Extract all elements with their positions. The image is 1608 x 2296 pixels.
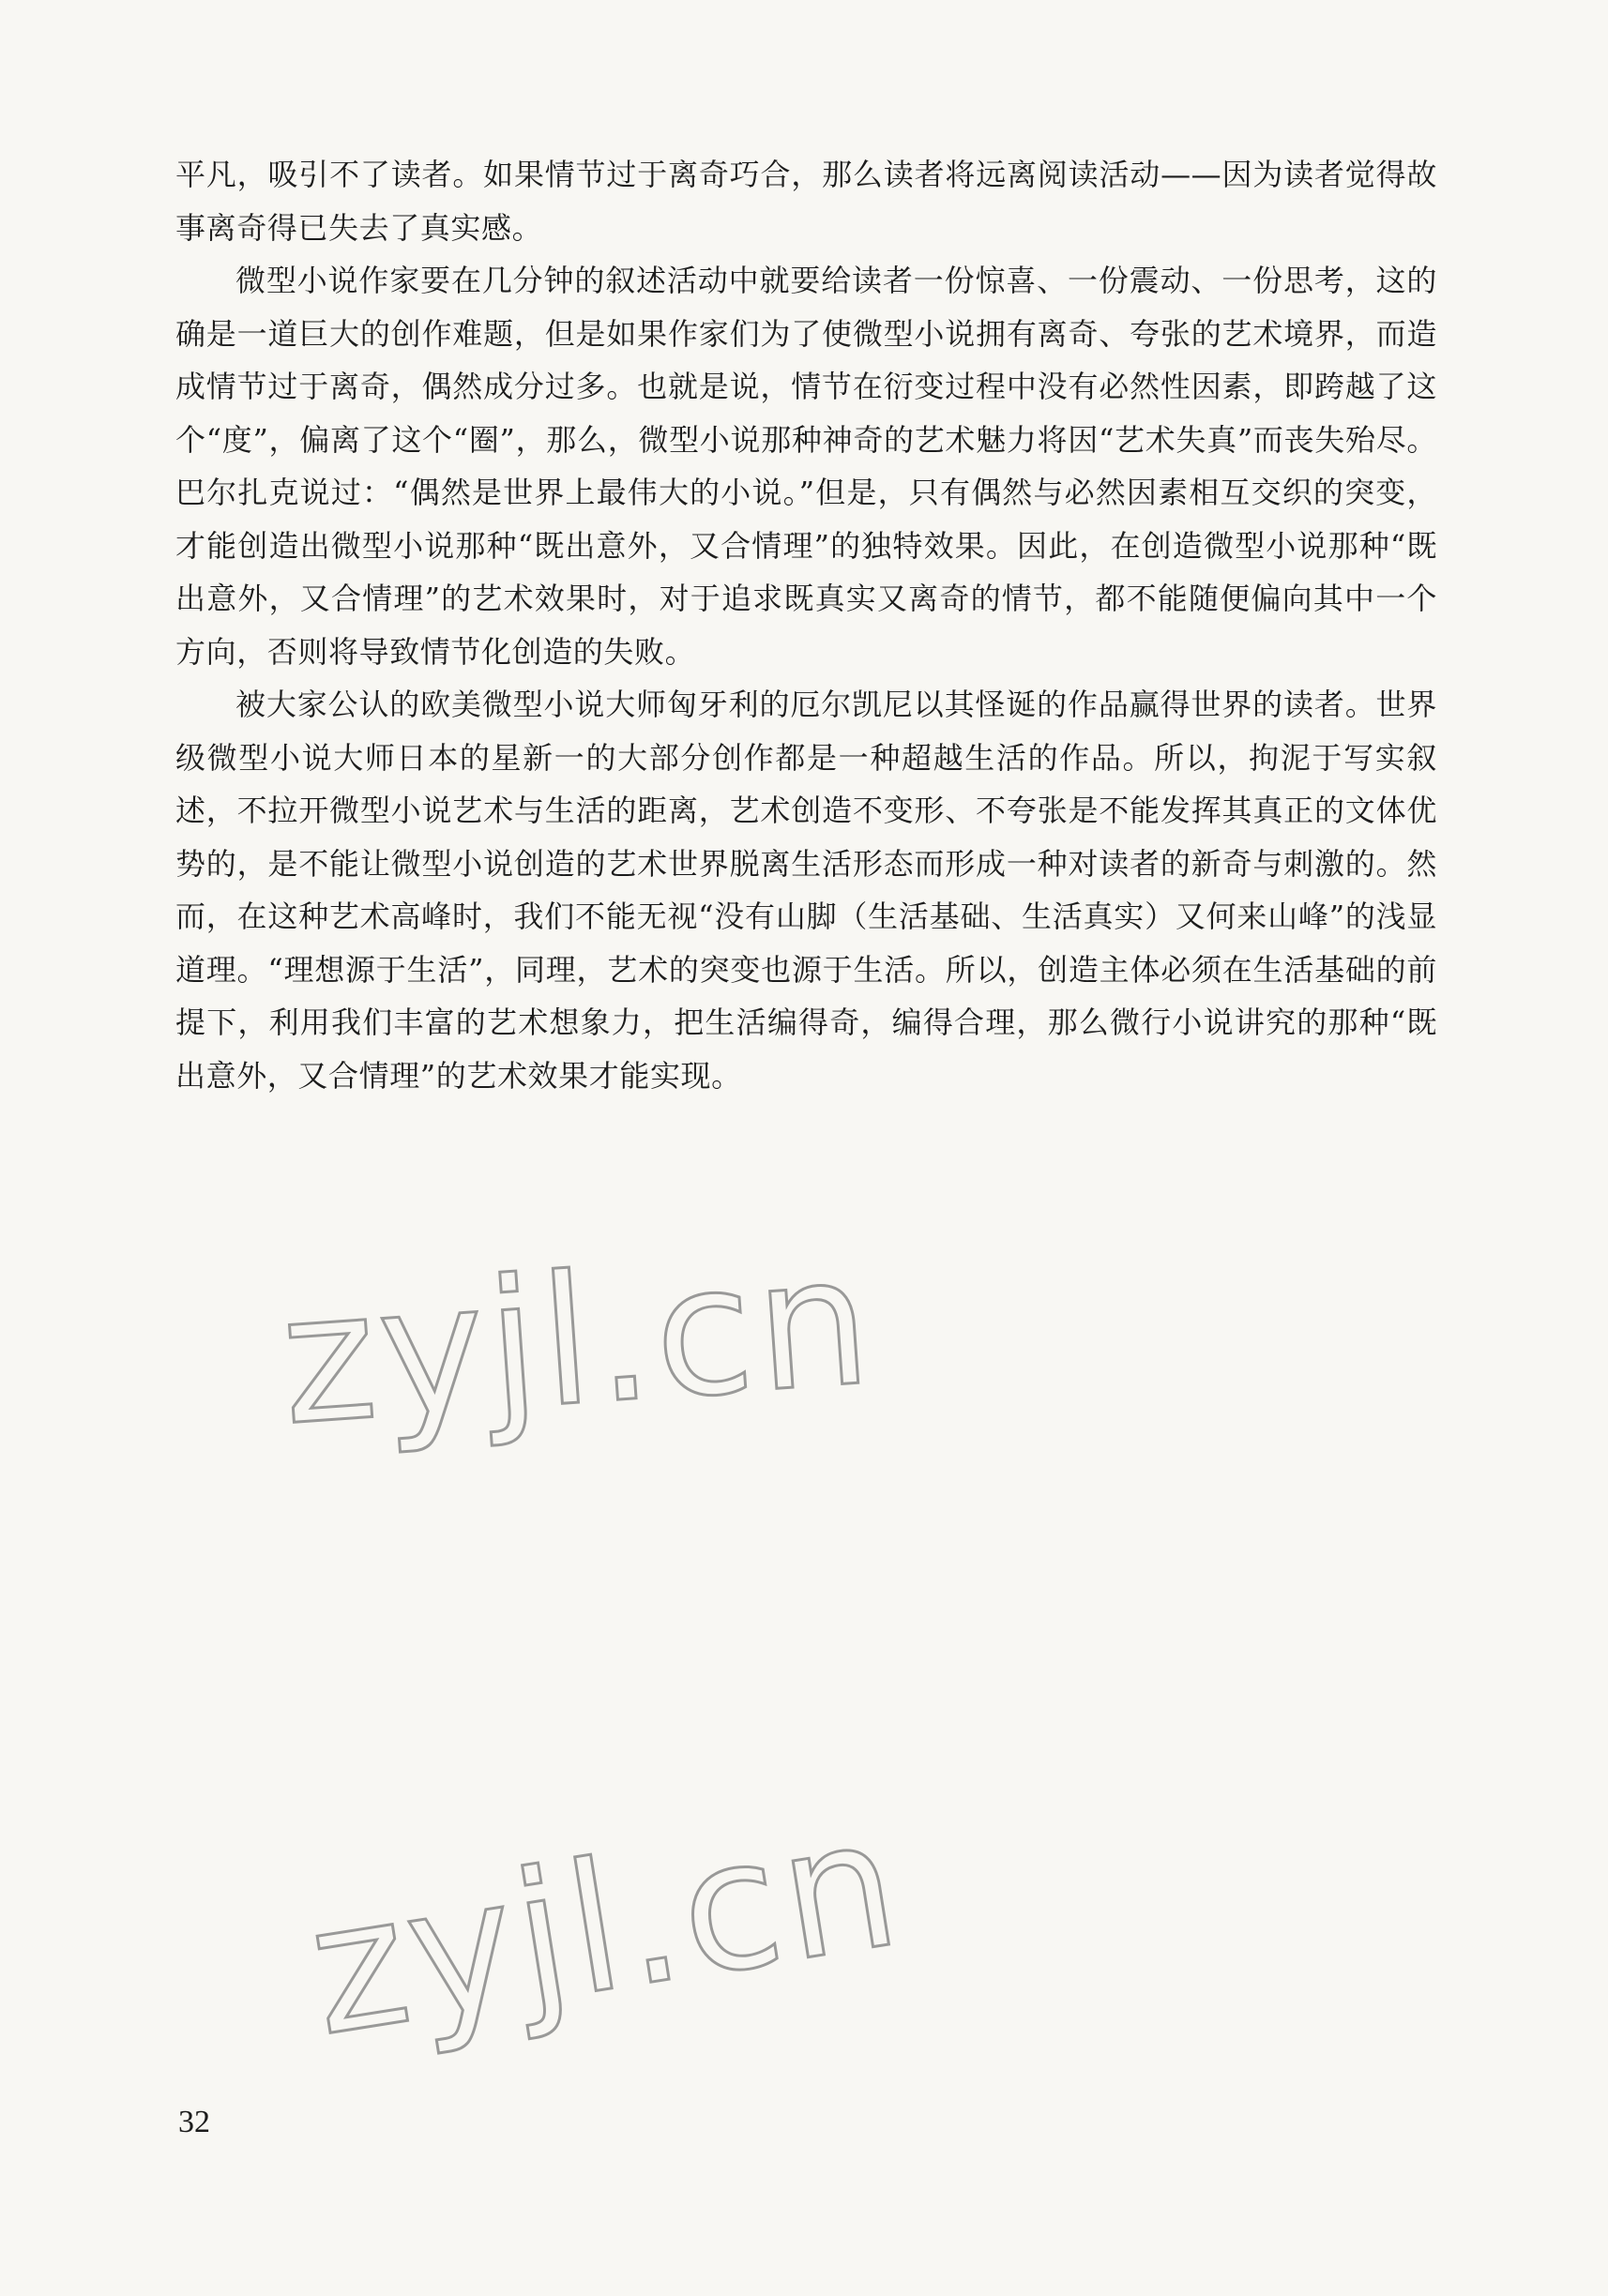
paragraph-2: 微型小说作家要在几分钟的叙述活动中就要给读者一份惊喜、一份震动、一份思考，这的确是一道巨大的创作难题，但是如果作家们为了使微型小说拥有离奇、夸张的艺术境界，而造成情节过于离奇，偶然成分过多。也就是说，情节在衍变过程中没有必然性因素，即跨越了这个“度”，偏离了这个“圈”，那么，微型小说那种神奇的艺术魅力将因“艺术失真”而丧失殆尽。巴尔扎克说过：“偶然是世界上最伟大的小说。”但是，只有偶然与必然因素相互交织的突变，才能创造出微型小说那种“既出意外，又合情理”的独特效果。因此，在创造微型小说那种“既出意外，又合情理”的艺术效果时，对于追求既真实又离奇的情节，都不能随便偏向其中一个方向，否则将导致情节化创造的失败。	[175, 263, 1437, 670]
body-text	[175, 148, 1437, 1102]
page-number: 32	[178, 2105, 210, 2139]
paragraph-3: 被大家公认的欧美微型小说大师匈牙利的厄尔凯尼以其怪诞的作品赢得世界的读者。世界级微型小说大师日本的星新一的大部分创作都是一种超越生活的作品。所以，拘泥于写实叙述，不拉开微型小说艺术与生活的距离，艺术创造不变形、不夸张是不能发挥其真正的文体优势的，是不能让微型小说创造的艺术世界脱离生活形态而形成一种对读者的新奇与刺激的。然而，在这种艺术高峰时，我们不能无视“没有山脚（生活基础、生活真实）又何来山峰”的浅显道理。“理想源于生活”，同理，艺术的突变也源于生活。所以，创造主体必须在生活基础的前提下，利用我们丰富的艺术想象力，把生活编得奇，编得合理，那么微行小说讲究的那种“既出意外，又合情理”的艺术效果才能实现。	[175, 687, 1437, 1094]
paragraph-1: 平凡，吸引不了读者。如果情节过于离奇巧合，那么读者将远离阅读活动——因为读者觉得故事离奇得已失去了真实感。	[175, 157, 1437, 246]
watermark-logo: zyjl.cn	[296, 1778, 915, 2077]
watermark-logo: zyjl.cn	[275, 1216, 880, 1465]
